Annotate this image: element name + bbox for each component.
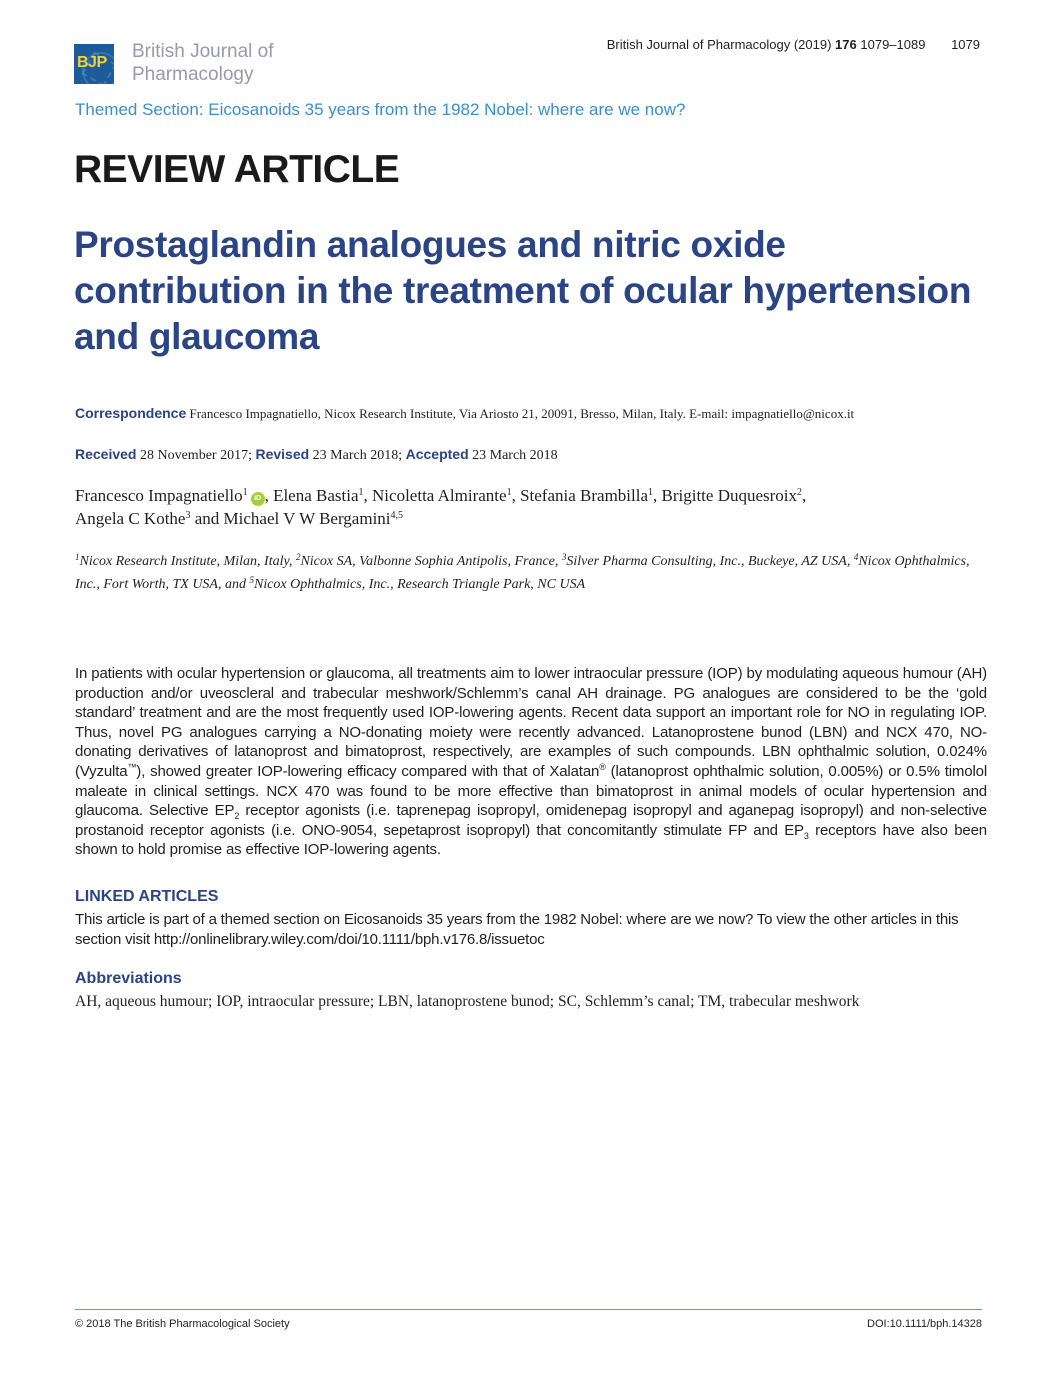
- volume: 176: [835, 37, 857, 52]
- author-separator: ,: [653, 486, 662, 505]
- copyright: © 2018 The British Pharmacological Society: [75, 1318, 290, 1330]
- correspondence: [75, 405, 854, 422]
- received-label: Received: [75, 446, 137, 462]
- linked-articles-text: [75, 910, 987, 950]
- registered-symbol: ®: [599, 761, 606, 772]
- author-affiliation: 2: [797, 487, 803, 498]
- journal-logo: [74, 44, 114, 84]
- correspondence-label: Correspondence: [75, 405, 187, 421]
- abstract-text: receptors have also been shown to hold promise as effective IOP-lowering agents.: [75, 821, 987, 859]
- abstract-text: ), showed greater IOP-lowering efficacy compared with that of Xalatan: [136, 762, 600, 780]
- author-name: Nicoletta Almirante: [372, 486, 507, 505]
- citation-prefix: British Journal of Pharmacology (2019): [606, 37, 832, 52]
- journal-name-line1: British Journal of: [132, 41, 274, 62]
- author-name: Stefania Brambilla: [520, 486, 649, 505]
- abstract-text: receptor agonists (i.e. taprenepag isopropyl, omidenepag isopropyl and aganepag isopropyl) and non-selective prostanoid receptor agonists (i.e. ONO-9054, sepetaprost isopropyl) that concomitantly stimulate FP and EP: [75, 802, 987, 839]
- subscript: 3: [803, 830, 809, 841]
- abbreviations-heading: Abbreviations: [75, 970, 182, 987]
- orcid-icon[interactable]: iD: [251, 492, 265, 506]
- revised-date: 23 March 2018;: [312, 448, 403, 463]
- footer-divider: [75, 1309, 982, 1310]
- issue-link[interactable]: http://onlinelibrary.wiley.com/doi/10.1111/bph.v176.8/issuetoc: [153, 931, 545, 948]
- author-name: Brigitte Duquesroix: [661, 486, 798, 505]
- article-title: Prostaglandin analogues and nitric oxide contribution in the treatment of ocular hypertension and glaucoma: [74, 224, 972, 357]
- page-range: 1079–1089: [860, 37, 926, 52]
- author-affiliation: 3: [185, 510, 191, 521]
- affiliation-number: 4: [853, 552, 859, 562]
- abbreviations-text: AH, aqueous humour; IOP, intraocular pressure; LBN, latanoprostene bunod; SC, Schlemm’s canal; TM, trabecular meshwork: [75, 993, 860, 1010]
- author-separator: ,: [264, 486, 274, 505]
- author-affiliation: 4,5: [390, 510, 404, 521]
- abstract: [75, 664, 987, 860]
- affiliation-text: Nicox Ophthalmics, Inc., Fort Worth, TX USA, and: [75, 554, 970, 592]
- article-type: REVIEW ARTICLE: [74, 148, 400, 191]
- affiliation-number: 5: [249, 575, 254, 585]
- accepted-date: 23 March 2018: [472, 448, 558, 463]
- trademark-symbol: ™: [127, 761, 137, 772]
- accepted-label: Accepted: [405, 446, 469, 462]
- themed-section: Themed Section: Eicosanoids 35 years from the 1982 Nobel: where are we now?: [75, 100, 686, 119]
- author-name: Michael V W Bergamini: [223, 509, 391, 528]
- affiliation-text: Nicox Ophthalmics, Inc., Research Triangle Park, NC USA: [253, 577, 586, 592]
- correspondence-text: Francesco Impagnatiello, Nicox Research Institute, Via Ariosto 21, 20091, Bresso, Milan, Italy. E-mail: impagnatiello@nicox.it: [189, 406, 855, 421]
- journal-name: [132, 40, 274, 86]
- author-affiliation: 1: [358, 487, 364, 498]
- logo-text: BJP: [77, 54, 107, 71]
- revised-label: Revised: [255, 446, 310, 462]
- doi[interactable]: DOI:10.1111/bph.14328: [867, 1318, 982, 1330]
- author-separator: and: [190, 509, 224, 528]
- affiliation-number: 3: [561, 552, 567, 562]
- author-affiliation: 1: [506, 487, 512, 498]
- abstract-text: In patients with ocular hypertension or glaucoma, all treatments aim to lower intraocular pressure (IOP) by modulating aqueous humour (AH) production and/or uveoscleral and trabecular meshwork/Schlemm’s canal AH drainage. PG analogues are considered to be the ‘gold standard’ treatment and are the most frequently used IOP-lowering agents. Recent data support an important role for NO in regulating IOP. Thus, novel PG analogues carrying a NO-donating moiety were recently advanced. Latanoprostene bunod (LBN) and NCX 470, NO-donating derivatives of latanoprost and bimatoprost, respectively, are examples of such compounds. LBN ophthalmic solution, 0.024% (Vyzulta: [75, 665, 987, 780]
- received-date: 28 November 2017;: [139, 448, 252, 463]
- affiliation-number: 2: [295, 552, 301, 562]
- page-number: 1079: [951, 37, 980, 52]
- subscript: 2: [234, 811, 240, 822]
- affiliation-text: Nicox Research Institute, Milan, Italy,: [79, 554, 296, 569]
- author-name: Angela C Kothe: [75, 509, 186, 528]
- affiliation-text: Nicox SA, Valbonne Sophia Antipolis, France,: [300, 554, 562, 569]
- linked-articles-heading: LINKED ARTICLES: [75, 888, 219, 905]
- running-head: [607, 37, 980, 52]
- journal-name-line2: Pharmacology: [132, 64, 254, 85]
- author-name: Elena Bastia: [273, 486, 359, 505]
- author-separator: ,: [802, 486, 807, 505]
- abstract-text: (latanoprost ophthalmic solution, 0.005%) or 0.5% timolol maleate in clinical settings. NCX 470 was found to be more effective than bimatoprost in animal models of ocular hypertension and glaucoma. Selective EP: [75, 762, 987, 820]
- author-separator: ,: [511, 486, 521, 505]
- author-separator: ,: [363, 486, 373, 505]
- author-affiliation: 1: [242, 487, 248, 498]
- article-dates: [75, 446, 558, 464]
- author-list: [75, 484, 985, 530]
- author-name: Francesco Impagnatiello: [75, 486, 243, 505]
- affiliation-number: 1: [75, 552, 80, 562]
- affiliation-text: Silver Pharma Consulting, Inc., Buckeye, AZ USA,: [566, 554, 854, 569]
- affiliations: [75, 550, 985, 596]
- author-affiliation: 1: [648, 487, 654, 498]
- linked-articles-body: This article is part of a themed section on Eicosanoids 35 years from the 1982 Nobel: where are we now? To view the other articles in this section visit: [75, 911, 959, 948]
